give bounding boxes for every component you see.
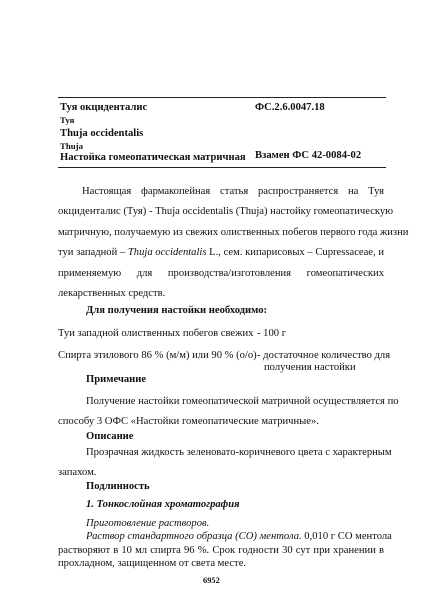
tlc-subheading: 1. Тонкослойная хроматография [86,499,240,510]
solutions-prep-paragraph [58,530,392,571]
fs-number: ФС.2.6.0047.18 [255,102,325,113]
species-latin-name: Thuja occidentalis [127,247,207,259]
ingredient-row2-amount-cont: получения настойки [264,362,356,373]
monograph-name-ru-short: Туя [60,115,75,125]
ingredient-row2-amount: - достаточное количество для [257,350,391,361]
description-paragraph [58,443,392,484]
prep-line: Раствор стандартного образца (СО) ментола. 0,010 г СО ментола [86,531,392,542]
monograph-name-latin-short: Thuja [60,141,83,151]
note-line: Получение настойки гомеопатической матричной осуществляется по [86,396,399,407]
replaces-fs: Взамен ФС 42-0084-02 [255,150,362,161]
description-line: запахом. [58,467,97,479]
ingredients-heading: Для получения настойки необходимо: [86,305,268,316]
ingredient-row1-amount: - 100 г [257,328,287,339]
description-line: Прозрачная жидкость зеленовато-коричневого цвета с характерным [86,447,392,458]
page-number: 6952 [203,576,220,585]
monograph-name-latin: Thuja occidentalis [60,128,144,139]
monograph-title: Настойка гомеопатическая матричная [60,152,246,163]
header-bottom-rule [58,167,386,168]
identity-heading: Подлинность [86,481,150,492]
intro-line: окциденталис (Туя) - Thuja occidentalis (Thuja) настойку гомеопатическую [58,206,394,218]
intro-paragraph [58,182,409,304]
note-line: способу 3 ОФС «Настойки гомеопатические матричные». [58,416,319,428]
intro-line: лекарственных средств. [58,288,166,300]
note-paragraph [58,392,399,433]
note-heading: Примечание [86,374,147,385]
prep-line: прохладном, защищенном от света месте. [58,558,247,569]
ingredient-row2-name: Спирта этилового 86 % (м/м) или 90 % (о/о) [58,350,257,361]
prep-line: растворяют в 10 мл спирта 96 %. Срок годности 30 сут при хранении в [58,544,384,556]
intro-line: Настоящая фармакопейная статья распространяется на Туя [82,186,384,197]
intro-line: применяемую для производства/изготовления гомеопатических [58,267,384,279]
intro-line-species: туи западной – Thuja occidentalis L., сем. кипарисовых – Cupressaceae, и [58,247,384,259]
description-heading: Описание [86,431,134,442]
intro-line: матричную, получаемую из свежих олиственных побегов первого года жизни [58,226,409,238]
header-top-rule [58,97,386,98]
solutions-prep-heading: Приготовление растворов. [86,518,210,529]
ingredient-row1-name: Туи западной олиственных побегов свежих [58,328,254,339]
monograph-name-ru: Туя окциденталис [60,102,148,113]
